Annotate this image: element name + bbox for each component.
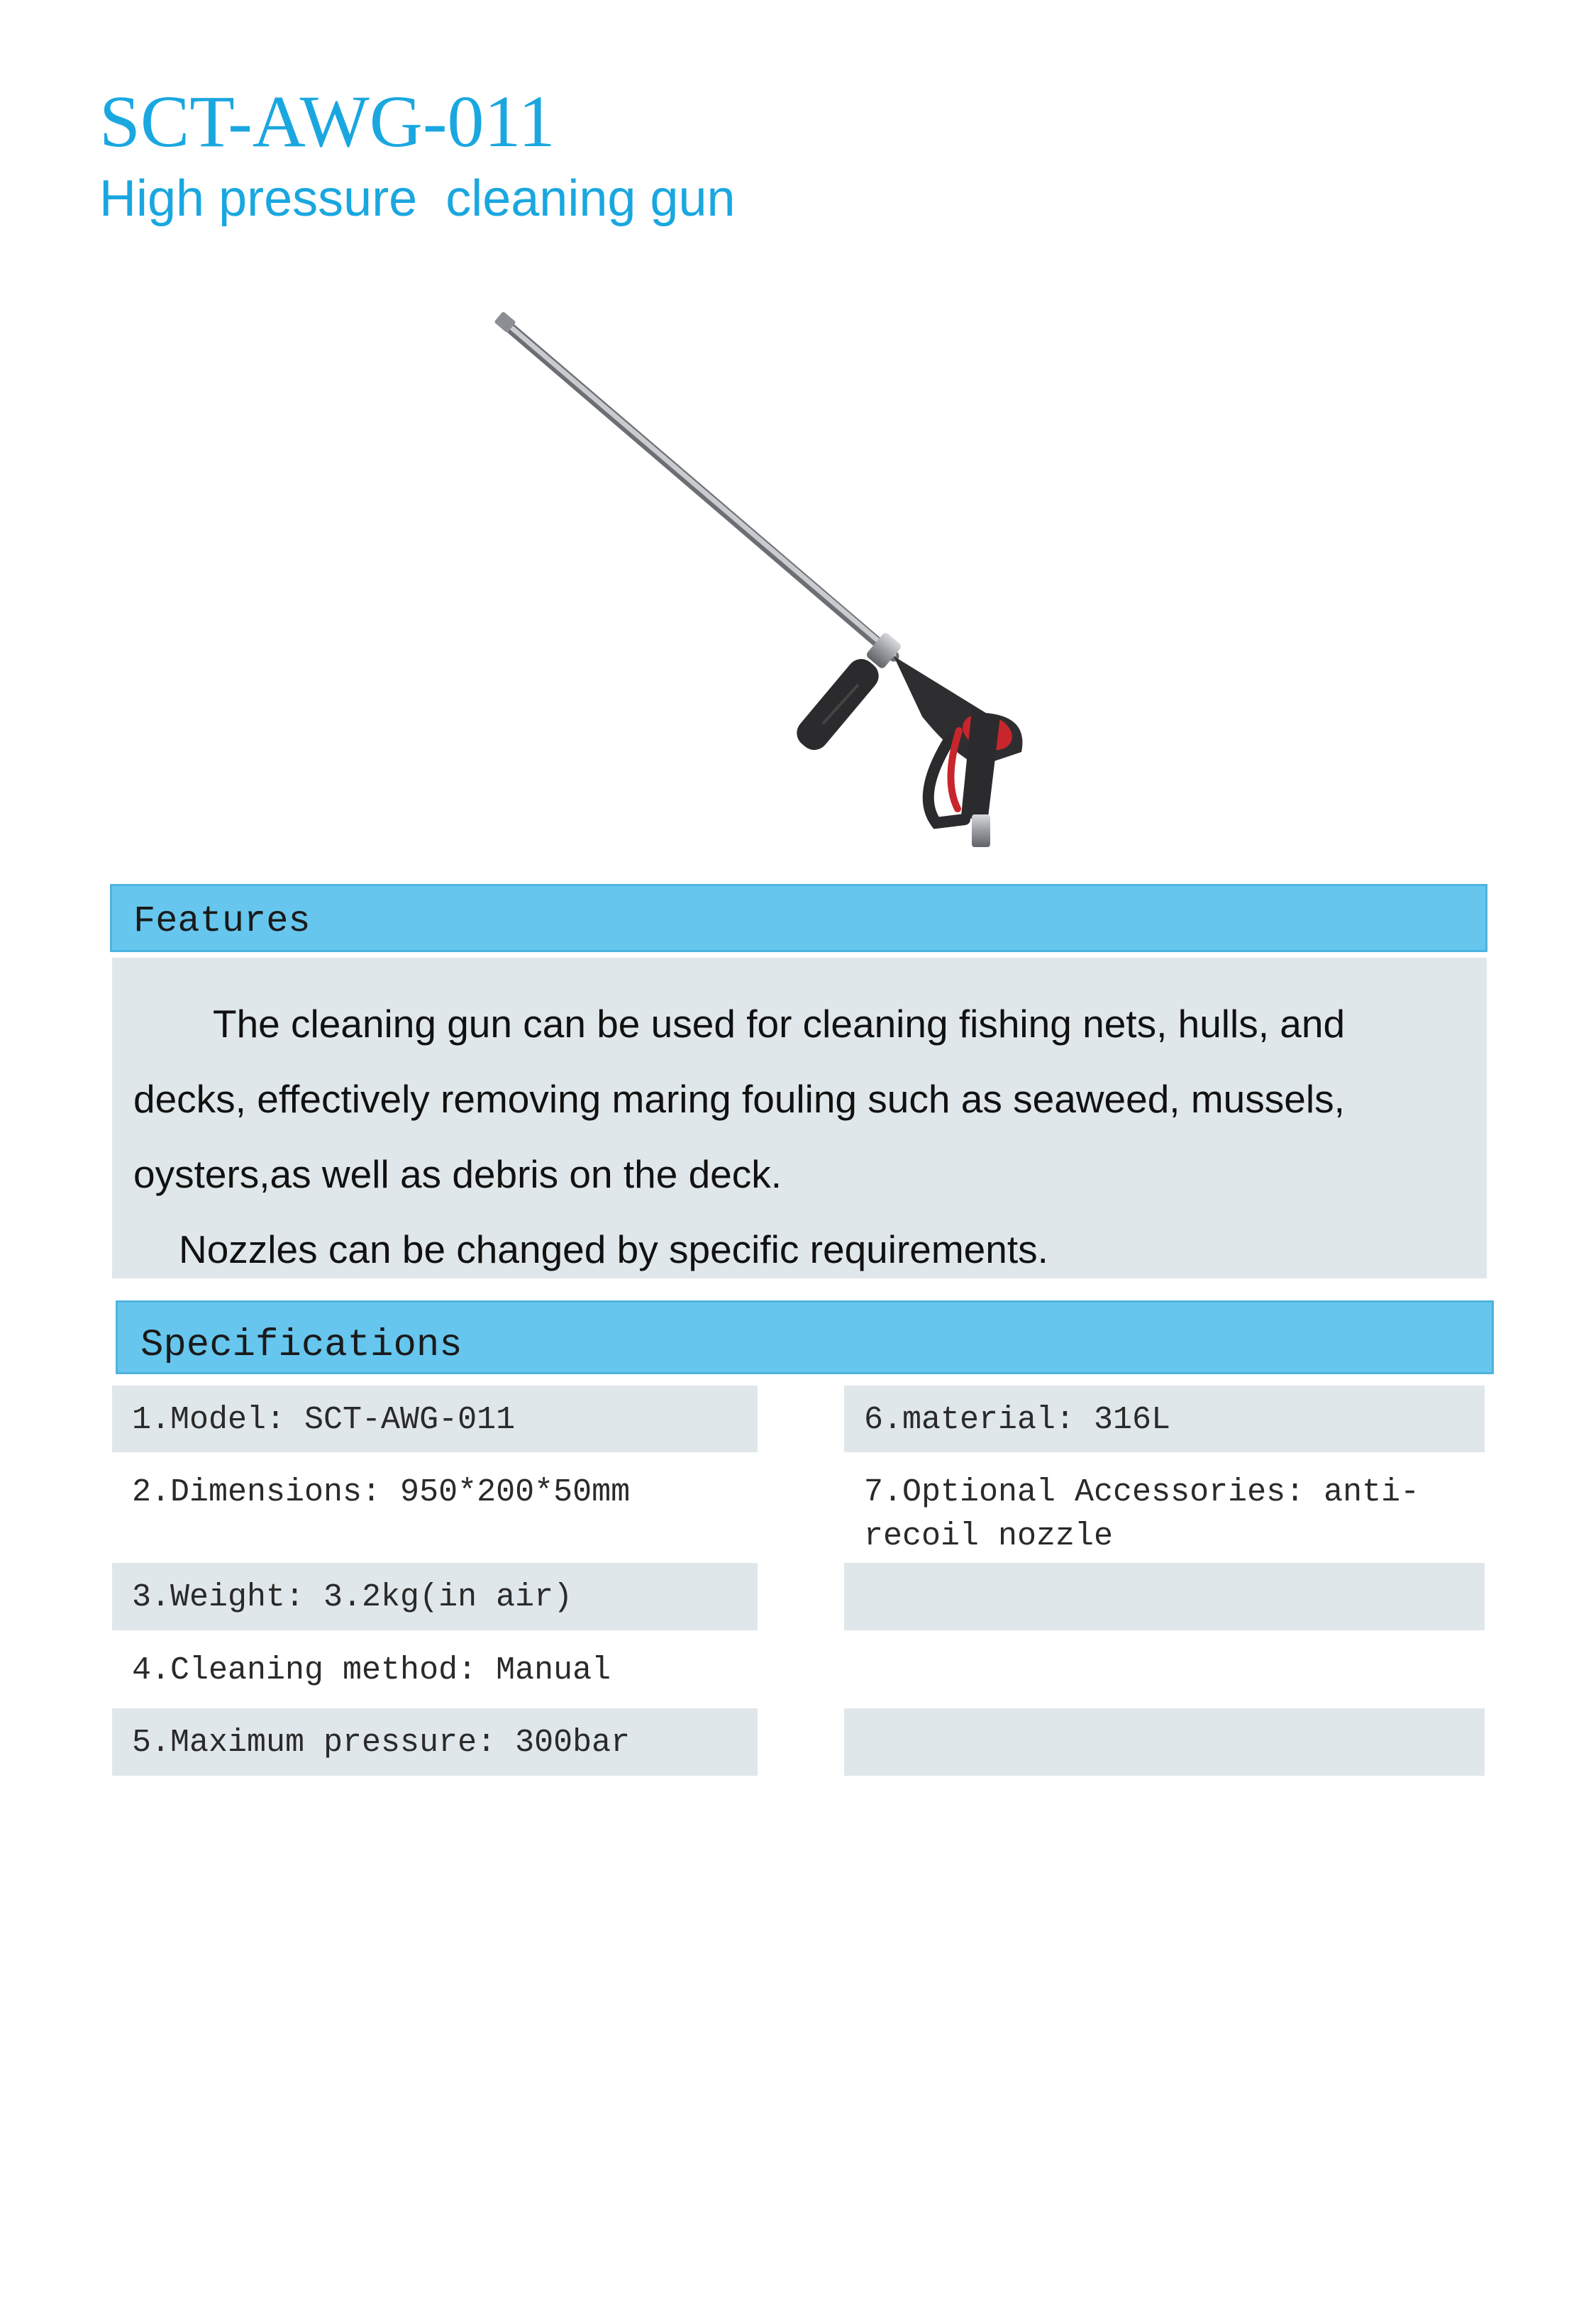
spec-model: 1.Model: SCT-AWG-011 [112,1386,758,1452]
product-subtitle: High pressure cleaning gun [99,170,736,227]
features-text [112,958,1487,1278]
spec-empty-row [844,1563,1485,1630]
cleaning-gun-image [426,298,1064,851]
spec-max-pressure: 5.Maximum pressure: 300bar [112,1708,758,1776]
spec-empty-row [844,1708,1485,1776]
features-paragraph: The cleaning gun can be used for cleaning fishing nets, hulls, and decks, effectively removing maring fouling such as seaweed, mussels, oysters,as well as debris on the deck. [133,1002,1346,1196]
features-heading: Features [110,884,1487,952]
spec-weight: 3.Weight: 3.2kg(in air) [112,1563,758,1630]
spec-cleaning-method: 4.Cleaning method: Manual [132,1652,611,1688]
features-paragraph: Nozzles can be changed by specific requirements. [179,1227,1048,1271]
specifications-heading: Specifications [116,1300,1494,1374]
model-title: SCT-AWG-011 [99,81,555,162]
spec-material: 6.material: 316L [844,1386,1485,1452]
spec-optional-accessories: 7.Optional Accessories: anti- recoil nozzle [864,1474,1420,1554]
spec-dimensions: 2.Dimensions: 950*200*50mm [132,1474,631,1510]
